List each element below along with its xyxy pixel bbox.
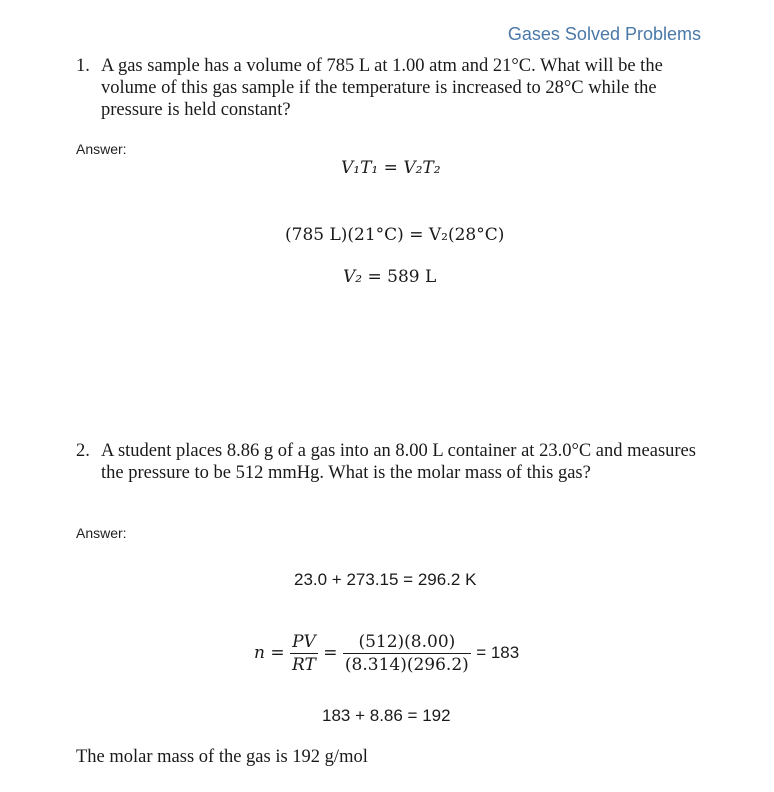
fraction-ideal-gas (290, 632, 318, 675)
equation-substitution (285, 225, 504, 245)
fraction-denominator: RT (292, 655, 316, 675)
page-header-title: Gases Solved Problems (507, 24, 701, 44)
question-number: 2. (76, 441, 90, 461)
equation-result (343, 267, 436, 287)
question-2 (76, 440, 706, 484)
equation-temperature: 23.0 + 273.15 = 296.2 K (294, 570, 477, 589)
answer-label: Answer: (76, 141, 127, 157)
equation-lhs: (785 L)(21°C) (285, 225, 404, 245)
question-text: A student places 8.86 g of a gas into an 8.00 L container at 23.0°C and measures the pressure to be 512 mmHg. What is the molar mass of this gas? (101, 441, 696, 483)
fraction-denominator: (8.314)(296.2) (344, 655, 469, 675)
equation-lhs: V₂ (343, 267, 363, 287)
question-text: A gas sample has a volume of 785 L at 1.00 atm and 21°C. What will be the volume of this gas sample if the temperature is increased to 28°C while the pressure is held constant? (101, 56, 663, 120)
equation-charles-law (341, 158, 441, 178)
fraction-numerator: PV (290, 632, 318, 654)
equation-op: = (409, 225, 424, 245)
equation-op: = (383, 158, 398, 178)
equation-op: = (367, 267, 382, 287)
equation-moles (254, 632, 519, 675)
fraction-numerator: (512)(8.00) (343, 632, 471, 654)
question-number: 1. (76, 56, 90, 76)
equation-rhs: V₂(28°C) (428, 225, 505, 245)
equation-rhs: 589 L (387, 267, 437, 287)
equation-lhs: V₁T₁ (341, 158, 379, 178)
fraction-substituted (343, 632, 471, 675)
equation-rhs: V₂T₂ (403, 158, 441, 178)
equation-molar-mass-sum: 183 + 8.86 = 192 (322, 706, 451, 725)
conclusion-text: The molar mass of the gas is 192 g/mol (76, 747, 368, 767)
equation-result: = 183 (476, 643, 520, 662)
equation-op: = (323, 643, 338, 663)
equation-lhs: n = (254, 643, 285, 663)
answer-label: Answer: (76, 525, 127, 541)
question-1 (76, 55, 706, 121)
